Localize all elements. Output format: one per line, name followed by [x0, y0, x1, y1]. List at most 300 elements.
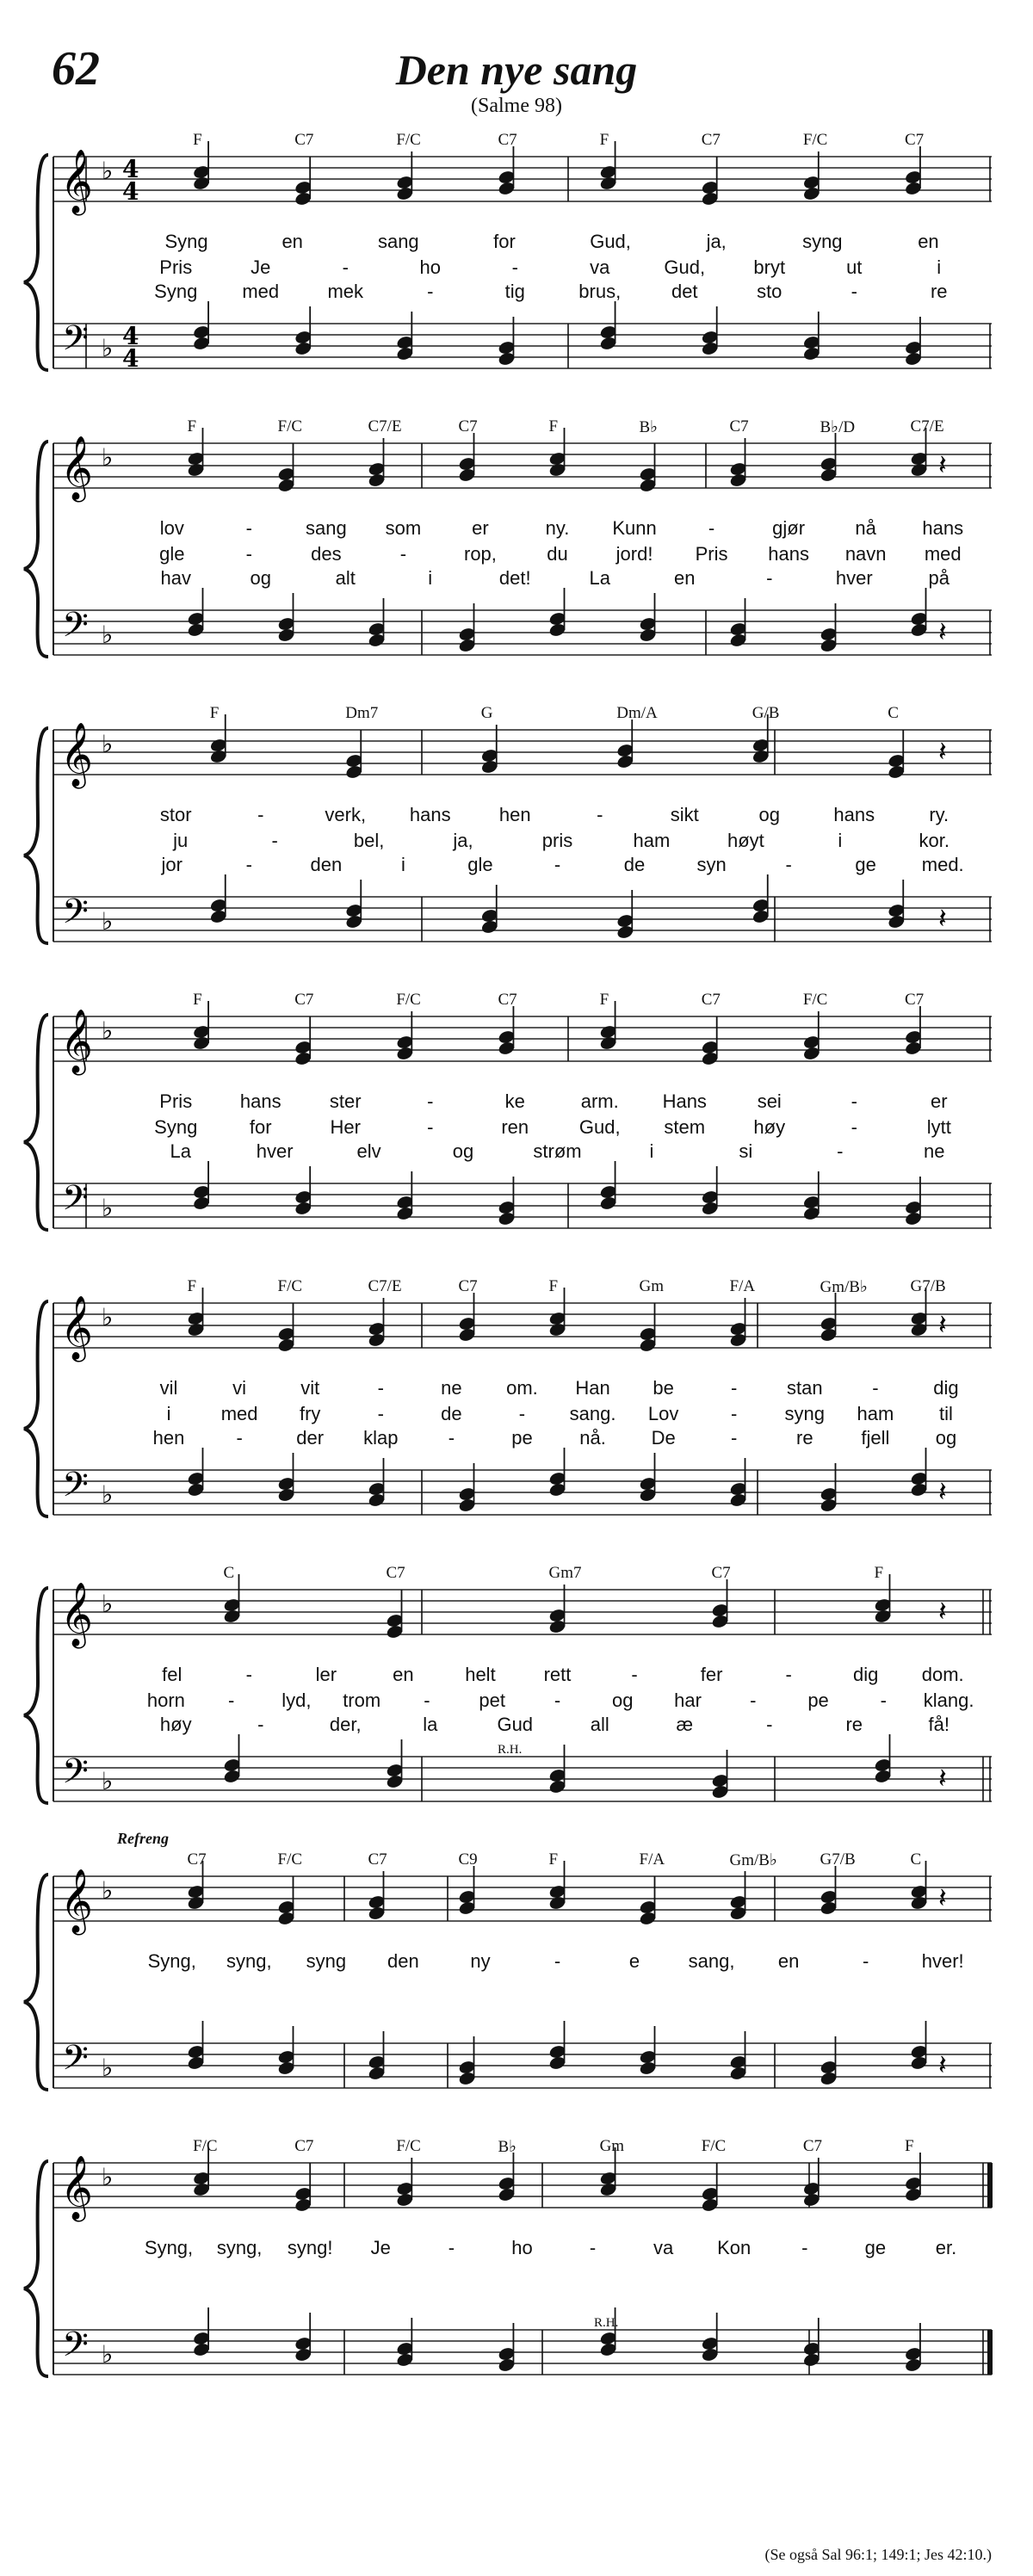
lyric-syllable: e [628, 1950, 640, 1972]
music-system [0, 1276, 1033, 1560]
lyric-syllable: i [937, 256, 942, 278]
lyric-syllable: ny [470, 1950, 491, 1972]
lyric-syllable: kor. [919, 830, 949, 851]
lyric-syllable: gle [159, 543, 185, 565]
lyric-syllable: fel [162, 1664, 182, 1685]
chord-symbol: C9 [458, 1850, 478, 1869]
lyric-syllable: syng [784, 1403, 826, 1424]
lyric-syllable: - [554, 1950, 561, 1972]
lyric-syllable: dom. [921, 1664, 964, 1685]
flat-key-signature-icon: ♭ [102, 2163, 114, 2191]
lyric-syllable: - [880, 1690, 888, 1711]
chord-symbol: C7 [458, 417, 478, 436]
lyric-syllable: des [311, 543, 342, 565]
flat-key-signature-icon: ♭ [102, 730, 114, 758]
lyric-syllable: - [427, 1090, 434, 1112]
quarter-rest-icon: 𝄽 [938, 1881, 947, 1914]
chord-symbol: G7/B [910, 1277, 946, 1295]
chord-symbol: C7 [711, 1564, 731, 1582]
lyric-syllable: få! [928, 1714, 949, 1735]
chord-symbol: C7 [701, 131, 721, 149]
chord-symbol: C7 [294, 131, 314, 149]
chord-symbol: F [193, 131, 202, 149]
lyric-syllable: - [872, 1377, 879, 1399]
lyric-syllable: - [851, 281, 857, 302]
lyric-syllable: syng [802, 231, 843, 252]
lyric-syllable: ler [315, 1664, 337, 1685]
lyric-syllable: sikt [670, 804, 699, 825]
system-brace [24, 1301, 48, 1517]
right-hand-marking: R.H. [594, 2316, 619, 2330]
system-brace [24, 1015, 48, 1230]
flat-key-signature-icon: ♭ [102, 1016, 114, 1045]
lyric-syllable: - [257, 804, 264, 825]
lyric-syllable: de [623, 854, 646, 875]
lyric-syllable: med [924, 543, 962, 565]
chord-symbol: Gm/B♭ [729, 1851, 777, 1869]
lyric-syllable: høy [753, 1116, 786, 1138]
lyric-syllable: Syng [164, 231, 208, 252]
lyric-syllable: - [851, 1116, 857, 1138]
bass-clef-icon: 𝄢 [62, 605, 89, 653]
lyric-syllable: syng, [216, 2237, 263, 2258]
lyric-syllable: og [612, 1690, 634, 1711]
lyric-syllable: - [377, 1377, 384, 1399]
lyric-syllable: og [452, 1140, 474, 1162]
lyric-syllable: rett [543, 1664, 572, 1685]
lyric-syllable: for [249, 1116, 272, 1138]
chord-symbol: F/A [729, 1277, 756, 1295]
staff-system-graphic [0, 2135, 1033, 2419]
chord-symbol: F/C [396, 991, 421, 1009]
bass-clef-icon: 𝄢 [62, 1178, 89, 1226]
chord-symbol: C7 [386, 1564, 405, 1582]
lyric-syllable: all [590, 1714, 609, 1735]
lyric-syllable: - [554, 854, 561, 875]
music-system [0, 989, 1033, 1273]
lyric-syllable: du [547, 543, 568, 565]
chord-symbol: B♭ [498, 2138, 517, 2156]
chord-symbol: F/C [193, 2137, 218, 2155]
treble-clef-icon: 𝄞 [60, 723, 93, 787]
quarter-rest-icon: 𝄽 [938, 902, 947, 935]
lyric-syllable: elv [356, 1140, 381, 1162]
lyric-syllable: - [511, 256, 518, 278]
lyric-syllable: nå [855, 517, 876, 539]
chord-symbol: C7 [294, 2137, 314, 2155]
lyric-syllable: helt [465, 1664, 496, 1685]
chord-symbol: F [548, 417, 559, 436]
lyric-syllable: høy [159, 1714, 192, 1735]
flat-key-signature-icon: ♭ [102, 157, 114, 185]
lyric-syllable: - [257, 1714, 264, 1735]
flat-key-signature-icon: ♭ [102, 1194, 114, 1222]
chord-symbol: F [548, 1850, 559, 1869]
time-signature-digit: 4 [122, 177, 139, 206]
chord-symbol: C [910, 1850, 922, 1869]
lyric-syllable: - [245, 517, 252, 539]
time-signature-digit: 4 [122, 322, 139, 350]
chord-symbol: F/C [802, 991, 828, 1009]
lyric-syllable: ham [857, 1403, 894, 1424]
system-brace [24, 728, 48, 943]
lyric-syllable: sto [757, 281, 782, 302]
lyric-syllable: ny. [545, 517, 570, 539]
lyric-syllable: for [493, 231, 516, 252]
lyric-syllable: ne [441, 1377, 462, 1399]
hymn-title: Den nye sang [395, 46, 638, 94]
lyric-syllable: - [342, 256, 349, 278]
chord-symbol: Gm7 [548, 1564, 582, 1582]
lyric-syllable: hver [256, 1140, 294, 1162]
lyric-syllable: Kon [717, 2237, 752, 2258]
chord-symbol: Gm [639, 1277, 664, 1295]
lyric-syllable: - [766, 1714, 773, 1735]
lyric-syllable: syng [306, 1950, 347, 1972]
lyric-syllable: - [448, 2237, 455, 2258]
lyric-syllable: den [387, 1950, 419, 1972]
lyric-syllable: lytt [926, 1116, 951, 1138]
flat-key-signature-icon: ♭ [102, 907, 114, 936]
lyric-syllable: - [245, 543, 252, 565]
lyric-syllable: ke [504, 1090, 525, 1112]
music-system [0, 2135, 1033, 2419]
chord-symbol: B♭/D [820, 418, 856, 436]
lyric-syllable: med [220, 1403, 258, 1424]
lyric-syllable: sang [377, 231, 419, 252]
lyric-syllable: det [671, 281, 698, 302]
quarter-rest-icon: 𝄽 [938, 2048, 947, 2081]
lyric-syllable: og [935, 1427, 957, 1449]
staff-system-graphic [0, 1849, 1033, 2133]
chord-symbol: C7 [498, 131, 517, 149]
quarter-rest-icon: 𝄽 [938, 735, 947, 768]
music-system [0, 702, 1033, 986]
chord-symbol: G7/B [820, 1850, 856, 1869]
lyric-syllable: pe [807, 1690, 829, 1711]
chord-symbol: C7 [294, 991, 314, 1009]
lyric-syllable: har [674, 1690, 702, 1711]
lyric-syllable: Syng [154, 1116, 198, 1138]
lyric-syllable: til [939, 1403, 953, 1424]
lyric-syllable: ren [501, 1116, 529, 1138]
lyric-syllable: gle [467, 854, 493, 875]
lyric-syllable: er. [935, 2237, 957, 2258]
lyric-syllable: ja, [453, 830, 473, 851]
lyric-syllable: Gud, [578, 1116, 621, 1138]
lyric-syllable: - [589, 2237, 597, 2258]
chord-symbol: F [209, 704, 220, 722]
lyric-syllable: dig [933, 1377, 959, 1399]
lyric-syllable: er [472, 517, 489, 539]
quarter-rest-icon: 𝄽 [938, 448, 947, 481]
lyric-syllable: La [589, 567, 610, 589]
lyric-syllable: hver! [921, 1950, 964, 1972]
bass-clef-icon: 𝄢 [62, 2038, 89, 2086]
lyric-syllable: jord! [615, 543, 653, 565]
system-brace [24, 155, 48, 370]
lyric-syllable: horn [146, 1690, 185, 1711]
lyric-syllable: en [918, 231, 939, 252]
lyric-syllable: - [236, 1427, 243, 1449]
lyric-syllable: - [427, 1116, 434, 1138]
lyric-syllable: be [653, 1377, 674, 1399]
chord-symbol: F/A [639, 1850, 665, 1869]
staff-system-graphic [0, 702, 1033, 986]
scripture-reference: (Se også Sal 96:1; 149:1; Jes 42:10.) [764, 2546, 992, 2563]
lyric-syllable: - [399, 543, 407, 565]
lyric-syllable: på [928, 567, 949, 589]
lyric-syllable: - [750, 1690, 757, 1711]
chord-symbol: C7 [498, 991, 517, 1009]
lyric-syllable: sei [757, 1090, 782, 1112]
lyric-syllable: - [837, 1140, 844, 1162]
lyric-syllable: bel, [353, 830, 385, 851]
chord-symbol: Dm/A [616, 704, 658, 722]
lyric-syllable: ge [864, 2237, 887, 2258]
chord-symbol: Gm [599, 2137, 625, 2155]
lyric-syllable: ho [511, 2237, 533, 2258]
lyric-syllable: lov [159, 517, 184, 539]
bass-clef-icon: 𝄢 [62, 318, 89, 367]
flat-key-signature-icon: ♭ [102, 443, 114, 472]
hymn-number: 62 [52, 42, 100, 96]
lyric-syllable: i [649, 1140, 654, 1162]
quarter-rest-icon: 𝄽 [938, 1308, 947, 1341]
lyric-syllable: pris [541, 830, 573, 851]
chord-symbol: F [187, 417, 197, 436]
lyric-syllable: - [766, 567, 773, 589]
lyric-syllable: syng, [226, 1950, 272, 1972]
lyric-syllable: en [777, 1950, 800, 1972]
chord-symbol: F/C [701, 2137, 727, 2155]
lyric-syllable: Syng, [144, 2237, 194, 2258]
chord-symbol: F/C [277, 1850, 303, 1869]
lyric-syllable: ne [924, 1140, 945, 1162]
chord-symbol: F/C [277, 1277, 303, 1295]
lyric-syllable: alt [335, 567, 356, 589]
lyric-syllable: hans [768, 543, 809, 565]
lyric-syllable: sang, [688, 1950, 735, 1972]
lyric-syllable: ry. [929, 804, 949, 825]
lyric-syllable: i [838, 830, 843, 851]
lyric-syllable: nå. [579, 1427, 606, 1449]
lyric-syllable: - [851, 1090, 857, 1112]
lyric-syllable: hans [239, 1090, 281, 1112]
lyric-syllable: dig [852, 1664, 879, 1685]
lyric-syllable: fer [700, 1664, 723, 1685]
lyric-syllable: - [708, 517, 715, 539]
lyric-syllable: Gud, [664, 256, 706, 278]
lyric-syllable: en [393, 1664, 414, 1685]
bass-clef-icon: 𝄢 [62, 892, 89, 940]
lyric-syllable: trom [343, 1690, 381, 1711]
chord-symbol: F/C [396, 131, 421, 149]
lyric-syllable: i [166, 1403, 171, 1424]
lyric-syllable: Pris [695, 543, 728, 565]
lyric-syllable: jor [161, 854, 182, 875]
chord-symbol: C7/E [368, 417, 402, 436]
lyric-syllable: høyt [727, 830, 764, 851]
lyric-syllable: vit [300, 1377, 320, 1399]
lyric-syllable: hans [922, 517, 964, 539]
lyric-syllable: sang. [569, 1403, 616, 1424]
lyric-syllable: Gud, [590, 231, 631, 252]
lyric-syllable: Pris [159, 1090, 193, 1112]
music-system [0, 416, 1033, 700]
lyric-syllable: Han [575, 1377, 610, 1399]
lyric-syllable: det! [498, 567, 531, 589]
flat-key-signature-icon: ♭ [102, 334, 114, 362]
bass-clef-icon: 𝄢 [62, 2325, 89, 2373]
lyric-syllable: hen [498, 804, 531, 825]
lyric-syllable: med [242, 281, 280, 302]
lyric-syllable: der [296, 1427, 325, 1449]
flat-key-signature-icon: ♭ [102, 621, 114, 649]
lyric-syllable: hans [409, 804, 451, 825]
lyric-syllable: - [785, 854, 792, 875]
flat-key-signature-icon: ♭ [102, 1767, 114, 1795]
lyric-syllable: Her [330, 1116, 361, 1138]
lyric-syllable: Lov [647, 1403, 679, 1424]
lyric-syllable: med. [921, 854, 964, 875]
system-brace [24, 442, 48, 657]
lyric-syllable: æ [676, 1714, 694, 1735]
lyric-syllable: fjell [861, 1427, 890, 1449]
lyric-syllable: syng! [287, 2237, 333, 2258]
system-brace [24, 2161, 48, 2376]
chord-symbol: F [548, 1277, 559, 1295]
lyric-syllable: ster [329, 1090, 362, 1112]
lyric-syllable: - [518, 1403, 526, 1424]
hymn-subtitle: (Salme 98) [471, 95, 562, 117]
lyric-syllable: - [631, 1664, 638, 1685]
lyric-syllable: pet [479, 1690, 506, 1711]
flat-key-signature-icon: ♭ [102, 2340, 114, 2369]
chord-symbol: C7 [904, 131, 925, 149]
chord-symbol: G [480, 704, 493, 722]
lyric-syllable: den [310, 854, 343, 875]
music-system [0, 129, 1033, 413]
lyric-syllable: - [245, 854, 252, 875]
chord-symbol: F [874, 1564, 884, 1582]
lyric-syllable: arm. [580, 1090, 619, 1112]
music-system [0, 1562, 1033, 1846]
lyric-syllable: ho [419, 256, 441, 278]
chord-symbol: F [599, 131, 609, 149]
hymn-header [0, 0, 1033, 120]
lyric-syllable: - [245, 1664, 252, 1685]
chord-symbol: F [187, 1277, 197, 1295]
chord-symbol: C7 [904, 991, 925, 1009]
lyric-syllable: syn [696, 854, 727, 875]
time-signature-digit: 4 [122, 155, 139, 183]
lyric-syllable: vil [159, 1377, 178, 1399]
lyric-syllable: de [441, 1403, 462, 1424]
lyric-syllable: navn [844, 543, 887, 565]
refrain-label: Refreng [117, 1830, 169, 1847]
right-hand-marking: R.H. [498, 1743, 523, 1757]
lyric-syllable: bryt [753, 256, 786, 278]
lyric-syllable: ham [633, 830, 671, 851]
lyric-syllable: - [448, 1427, 455, 1449]
lyric-syllable: - [731, 1377, 738, 1399]
chord-symbol: B♭ [639, 418, 659, 436]
lyric-syllable: va [590, 256, 610, 278]
chord-symbol: G/B [752, 704, 780, 722]
lyric-syllable: mek [327, 281, 364, 302]
lyric-syllable: Hans [662, 1090, 707, 1112]
lyric-syllable: strøm [533, 1140, 582, 1162]
treble-clef-icon: 𝄞 [60, 150, 93, 213]
lyric-syllable: som [385, 517, 422, 539]
chord-symbol: C [888, 704, 899, 722]
lyric-syllable: La [170, 1140, 191, 1162]
chord-symbol: C7/E [368, 1277, 402, 1295]
lyric-syllable: der, [329, 1714, 362, 1735]
flat-key-signature-icon: ♭ [102, 1590, 114, 1618]
lyric-syllable: De [651, 1427, 676, 1449]
lyric-syllable: si [739, 1140, 753, 1162]
lyric-syllable: en [674, 567, 696, 589]
lyric-syllable: vi [232, 1377, 247, 1399]
chord-symbol: Gm/B♭ [820, 1278, 868, 1296]
flat-key-signature-icon: ♭ [102, 2054, 114, 2082]
lyric-syllable: verk, [325, 804, 367, 825]
chord-symbol: C7 [187, 1850, 207, 1869]
lyric-syllable: ja, [706, 231, 727, 252]
lyric-syllable: hen [152, 1427, 185, 1449]
lyric-syllable: og [250, 567, 271, 589]
lyric-syllable: gjør [772, 517, 806, 539]
lyric-syllable: re [845, 1714, 863, 1735]
system-brace [24, 1875, 48, 2090]
lyric-syllable: - [597, 804, 603, 825]
chord-symbol: F/C [396, 2137, 421, 2155]
lyric-syllable: Pris [159, 256, 193, 278]
chord-symbol: F/C [277, 417, 303, 436]
lyric-syllable: brus, [578, 281, 622, 302]
quarter-rest-icon: 𝄽 [938, 1762, 947, 1795]
lyric-syllable: - [427, 281, 434, 302]
chord-symbol: F [193, 991, 202, 1009]
lyric-syllable: Je [370, 2237, 391, 2258]
lyric-syllable: - [863, 1950, 869, 1972]
lyric-syllable: hans [833, 804, 875, 825]
system-brace [24, 1588, 48, 1803]
lyric-syllable: re [930, 281, 948, 302]
chord-symbol: Dm7 [345, 704, 379, 722]
chord-symbol: F [599, 991, 609, 1009]
flat-key-signature-icon: ♭ [102, 1480, 114, 1509]
lyric-syllable: - [785, 1664, 792, 1685]
lyric-syllable: fry [299, 1403, 321, 1424]
lyric-syllable: - [377, 1403, 384, 1424]
lyric-syllable: hver [835, 567, 873, 589]
lyric-syllable: i [400, 854, 405, 875]
chord-symbol: C7 [701, 991, 721, 1009]
quarter-rest-icon: 𝄽 [938, 1475, 947, 1508]
lyric-syllable: ge [855, 854, 876, 875]
lyric-syllable: Je [251, 256, 271, 278]
chord-symbol: C7 [729, 417, 749, 436]
lyric-syllable: re [796, 1427, 813, 1449]
lyric-syllable: ju [173, 830, 189, 851]
lyric-syllable: la [423, 1714, 438, 1735]
lyric-syllable: Kunn [612, 517, 657, 539]
lyric-syllable: stem [664, 1116, 706, 1138]
lyric-syllable: i [428, 567, 433, 589]
